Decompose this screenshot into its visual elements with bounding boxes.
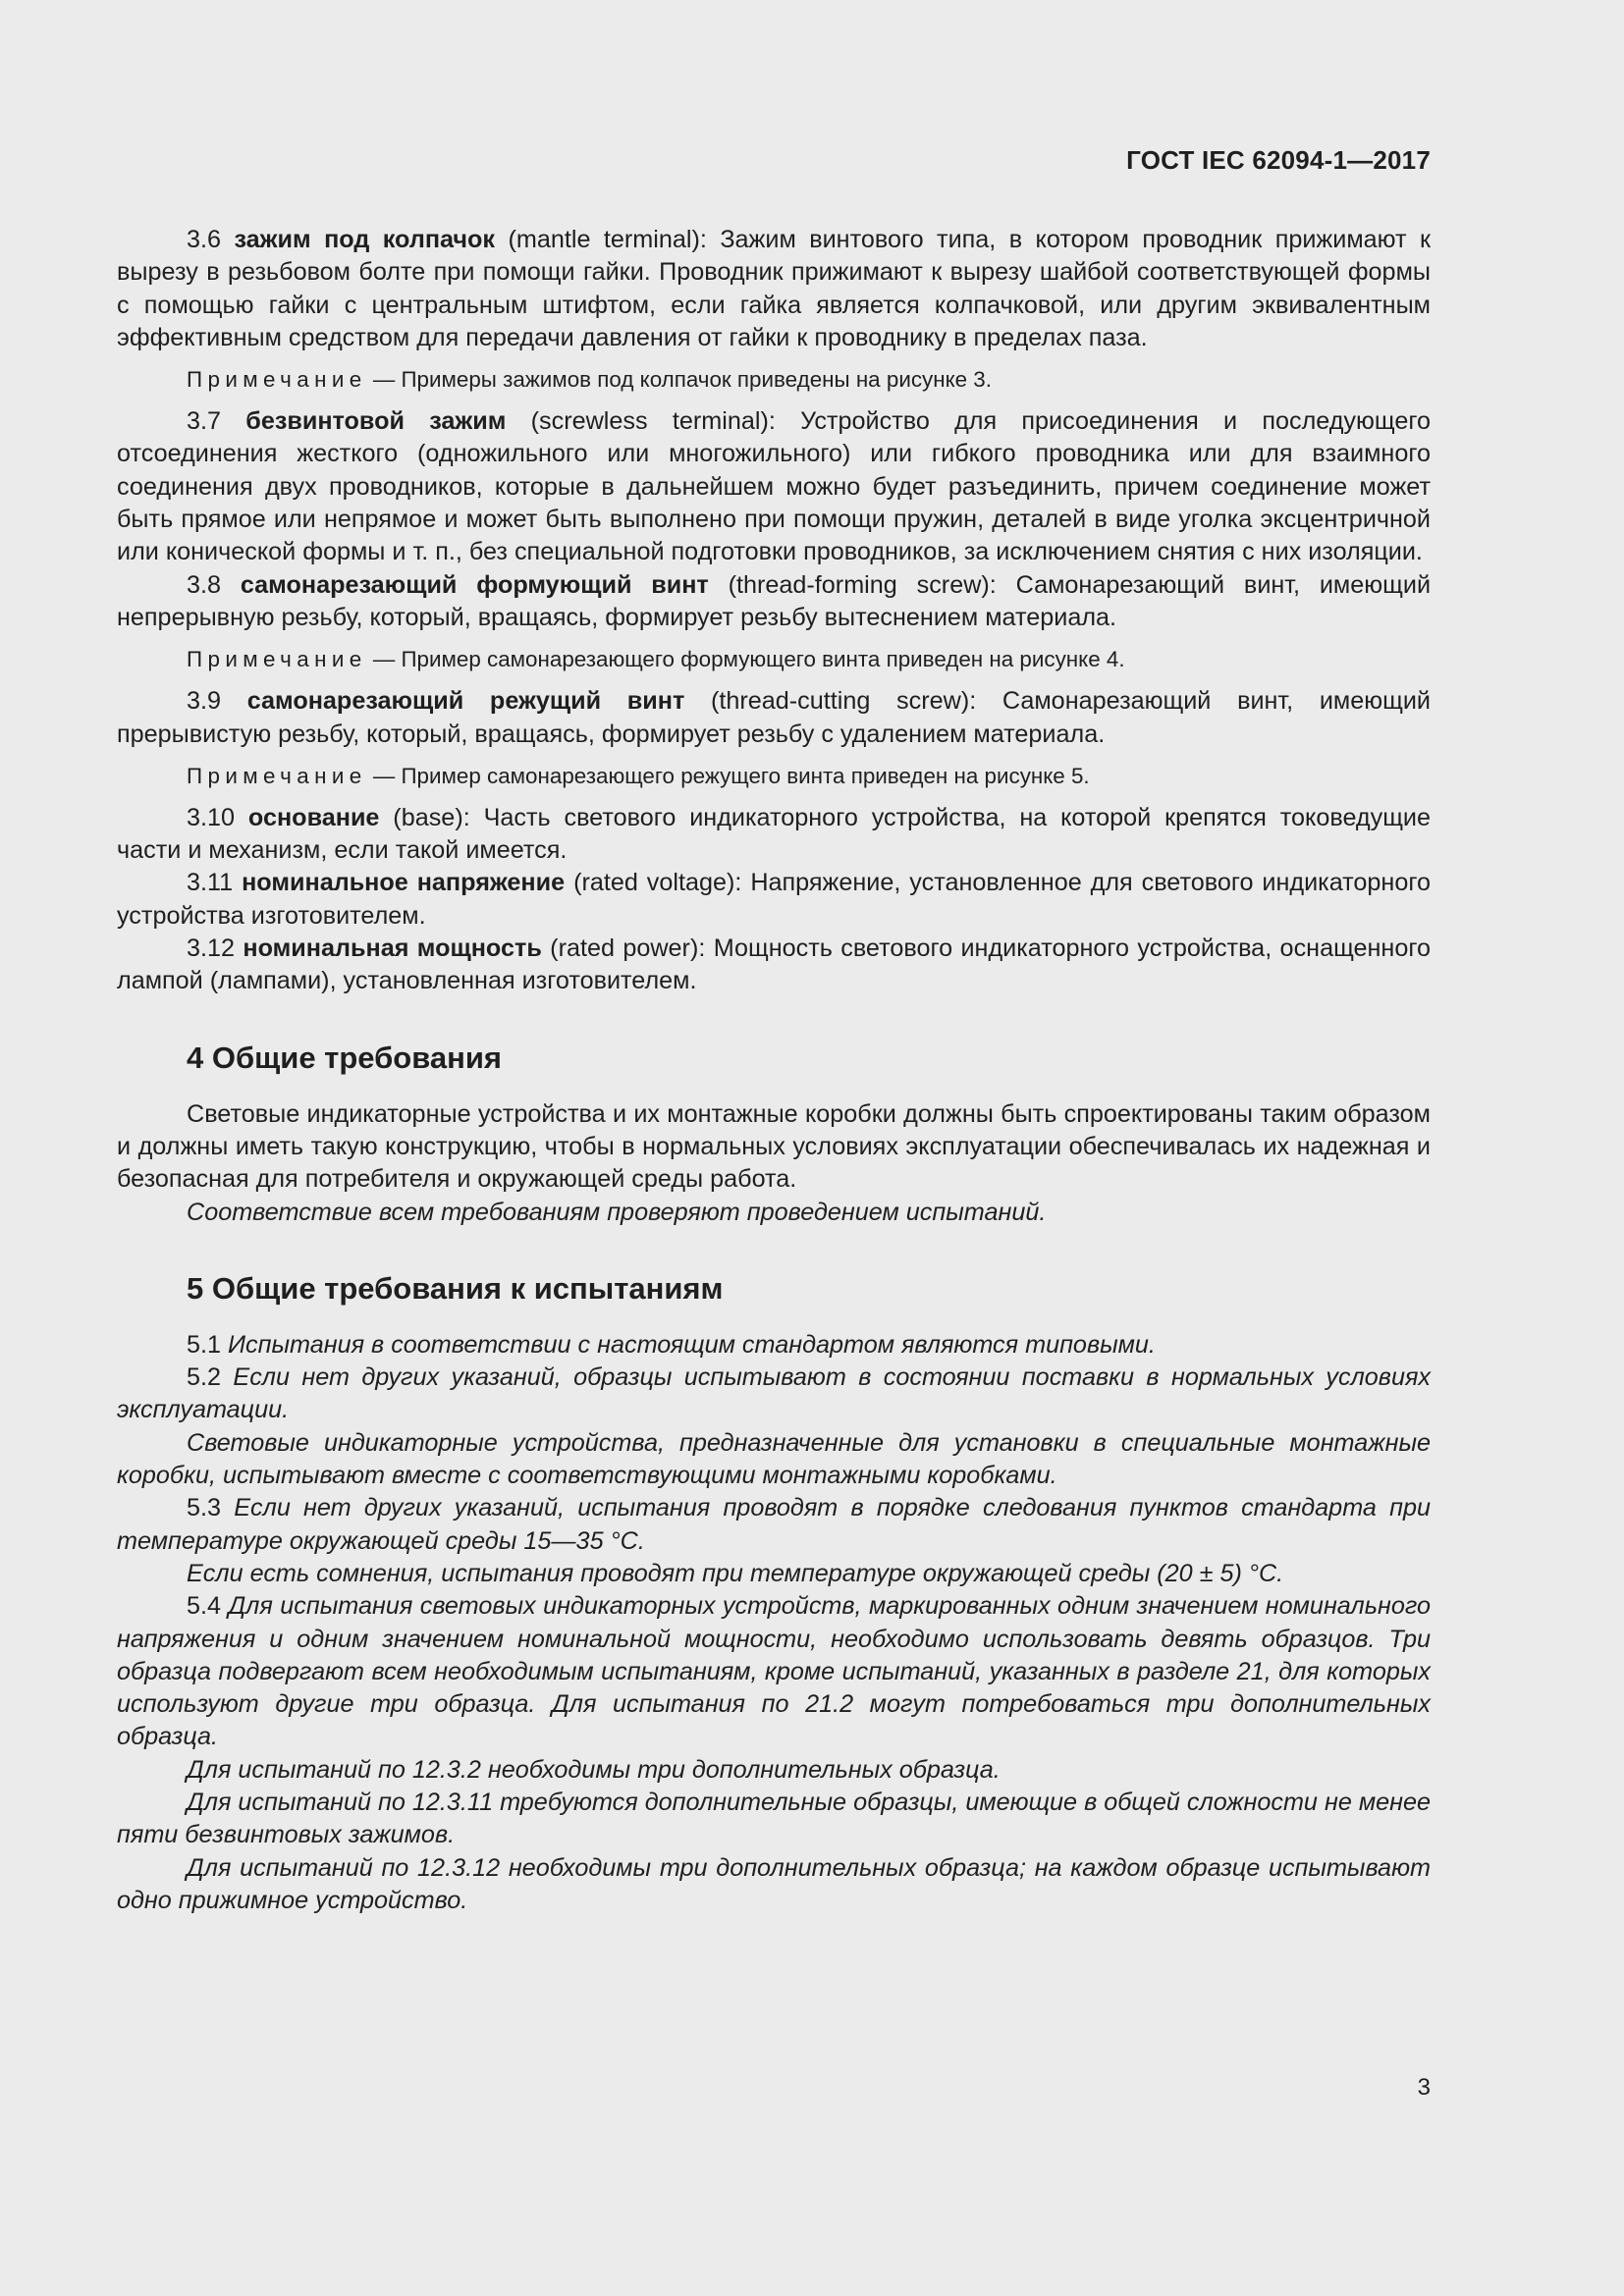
clause-number: 5.1	[187, 1330, 222, 1359]
clause-5-2	[117, 1362, 1431, 1427]
clause-number: 5.4	[187, 1592, 222, 1621]
clause-number: 3.7	[187, 407, 222, 436]
note-3-9	[117, 763, 1431, 790]
clause-text: Если нет других указаний, испытания проводят в порядке следования пунктов стандарта при температуре окружающей среды 15—35 °C.	[117, 1494, 1431, 1555]
term-name: самонарезающий режущий винт	[246, 687, 685, 716]
page-content	[117, 224, 1431, 1917]
clause-5-3	[117, 1492, 1431, 1558]
clause-number: 3.6	[187, 226, 222, 253]
term-definition: (base): Часть светового индикаторного устройства, на которой крепятся токоведущие части и механизм, если такой имеется.	[117, 803, 1431, 865]
clause-3-8	[117, 569, 1431, 635]
note-3-8	[117, 646, 1431, 673]
clause-number: 3.8	[187, 570, 222, 599]
note-text: — Примеры зажимов под колпачок приведены на рисунке 3.	[366, 367, 992, 393]
note-text: — Пример самонарезающего режущего винта приведен на рисунке 5.	[366, 763, 1090, 788]
clause-5-4-paragraph-b: Для испытаний по 12.3.2 необходимы три дополнительных образца.	[187, 1755, 1001, 1784]
term-definition: (thread-forming screw): Самонарезающий винт, имеющий непрерывную резьбу, который, вращаясь, формирует резьбу вытеснением материала.	[117, 570, 1432, 631]
section-5-heading: 5 Общие требования к испытаниям	[187, 1270, 724, 1306]
clause-5-2-paragraph: Световые индикаторные устройства, предназначенные для установки в специальные монтажные коробки, испытывают вместе с соответствующими монтажными коробками.	[117, 1428, 1431, 1490]
section-4-heading: 4 Общие требования	[187, 1040, 502, 1075]
clause-3-11	[117, 867, 1431, 933]
clause-text: Испытания в соответствии с настоящим стандартом являются типовыми.	[221, 1330, 1156, 1359]
term-definition: (mantle terminal): Зажим винтового типа, в котором проводник прижимают к вырезу в резьбовом болте при помощи гайки. Проводник прижимают к вырезу шайбой соответствующей формы с помощью гайки с центральным штифтом, если гайка является колпачковой, или другим эквивалентным эффективным средством для передачи давления от гайки к проводнику в пределах паза.	[117, 226, 1431, 351]
clause-number: 5.2	[187, 1363, 222, 1392]
term-name: основание	[247, 803, 380, 831]
clause-number: 3.9	[187, 687, 222, 716]
page-number: 3	[1417, 2074, 1431, 2101]
clause-3-9	[117, 685, 1431, 751]
note-label: Примечание	[187, 367, 367, 393]
term-name: безвинтовой зажим	[245, 407, 507, 436]
document-id-header: ГОСТ IEC 62094-1—2017	[1126, 145, 1431, 175]
term-definition: (rated voltage): Напряжение, установленное для светового индикаторного устройства изготовителем.	[117, 869, 1431, 930]
section-4-compliance: Соответствие всем требованиям проверяют проведением испытаний.	[187, 1198, 1047, 1226]
term-name: номинальное напряжение	[242, 869, 566, 897]
clause-text: Для испытания световых индикаторных устройств, маркированных одним значением номинального напряжения и одним значением номинальной мощности, необходимо использовать девять образцов. Три образца подвергают всем необходимым испытаниям, кроме испытаний, указанных в разделе 21, для которых используют другие три образца. Для испытания по 21.2 могут потребоваться три дополнительных образца.	[117, 1592, 1431, 1751]
note-3-6	[117, 366, 1431, 394]
note-label: Примечание	[187, 763, 367, 788]
clause-number: 3.10	[187, 803, 236, 831]
clause-3-6	[117, 224, 1431, 354]
term-definition: (thread-cutting screw): Самонарезающий винт, имеющий прерывистую резьбу, который, вращаясь, формирует резьбу с удалением материала.	[117, 687, 1431, 748]
clause-text: Если нет других указаний, образцы испытывают в состоянии поставки в нормальных условиях эксплуатации.	[117, 1363, 1431, 1424]
clause-3-7	[117, 405, 1431, 568]
note-text: — Пример самонарезающего формующего винта приведен на рисунке 4.	[366, 647, 1125, 672]
term-name: зажим под колпачок	[234, 226, 496, 253]
clause-5-1	[117, 1329, 1431, 1362]
clause-number: 5.3	[187, 1494, 222, 1522]
term-definition: (rated power): Мощность светового индикаторного устройства, оснащенного лампой (лампами), установленная изготовителем.	[117, 934, 1431, 995]
clause-5-4-paragraph-d: Для испытаний по 12.3.12 необходимы три дополнительных образца; на каждом образце испытывают одно прижимное устройство.	[117, 1853, 1431, 1914]
note-label: Примечание	[187, 647, 367, 672]
clause-3-12	[117, 933, 1431, 998]
term-definition: (screwless terminal): Устройство для присоединения и последующего отсоединения жесткого (одножильного или многожильного) или гибкого проводника или для взаимного соединения двух проводников, которые в дальнейшем можно будет разъединить, причем соединение может быть прямое или непрямое и может быть выполнено при помощи пружин, деталей в виде уголка эксцентричной или конической формы и т. п., без специальной подготовки проводников, за исключением снятия с них изоляции.	[117, 407, 1431, 566]
term-name: самонарезающий формующий винт	[240, 570, 709, 599]
clause-number: 3.12	[187, 934, 236, 963]
clause-5-4-paragraph-c: Для испытаний по 12.3.11 требуются дополнительные образцы, имеющие в общей сложности не менее пяти безвинтовых зажимов.	[117, 1788, 1431, 1849]
term-name: номинальная мощность	[243, 934, 542, 963]
clause-5-4	[117, 1590, 1431, 1753]
clause-3-10	[117, 802, 1431, 868]
clause-5-3-paragraph: Если есть сомнения, испытания проводят при температуре окружающей среды (20 ± 5) °C.	[187, 1559, 1284, 1587]
clause-number: 3.11	[187, 869, 234, 897]
section-4-paragraph: Световые индикаторные устройства и их монтажные коробки должны быть спроектированы таким образом и должны иметь такую конструкцию, чтобы в нормальных условиях эксплуатации обеспечивалась их надежная и безопасная для потребителя и окружающей среды работа.	[117, 1099, 1431, 1194]
